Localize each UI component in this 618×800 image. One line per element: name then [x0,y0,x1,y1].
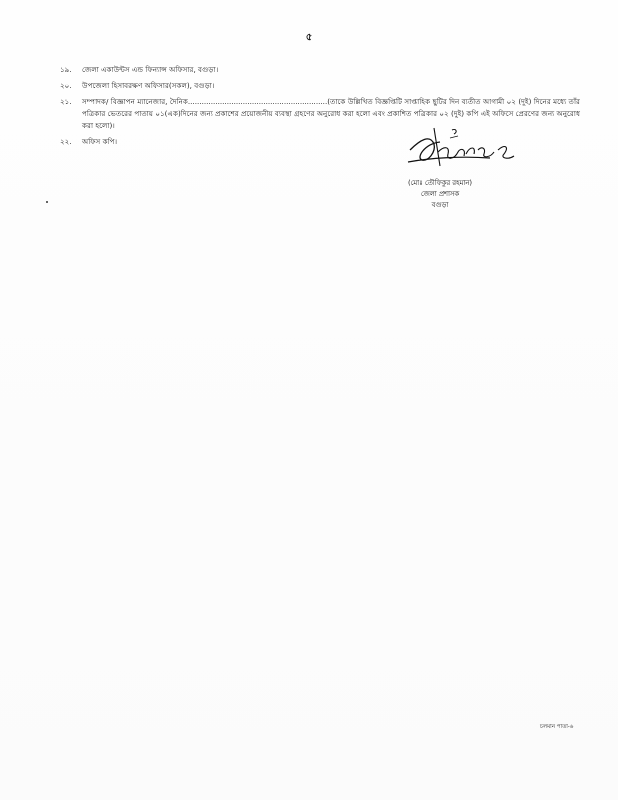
list-item [60,80,580,92]
signatory-name: (মোঃ তৌফিকুর রহমান) [407,179,473,187]
page-number: ৫ [305,32,313,43]
stray-mark [46,201,48,203]
item-text: উপজেলা হিসাবরক্ষণ অফিসার(সকল), বগুড়া। [82,81,215,90]
handwritten-signature [400,122,530,182]
signature-block [380,178,500,211]
item-number: ২০. [60,81,72,90]
item-number: ২২. [60,137,72,146]
signatory-location: বগুড়া [431,201,449,209]
continuation-note: চলমান পাতা-৬ [540,724,574,730]
item-number: ১৯. [60,65,72,74]
list-item [60,64,580,76]
item-text: অফিস কপি। [82,137,118,146]
signatory-designation: জেলা প্রশাসক [420,190,460,198]
item-text: সম্পাদক/ বিজ্ঞাপন ম্যানেজার, দৈনিক.............................................................(তাকে উল্লিখিত বিজ্ঞপ্তিটি সাপ্তাহিক ছুটির দিন ব্যতীত আগামী ০২ (দুই) দিনের মধ্যে তাঁর পত্রিকার ভেতরের পাতায় ০১(এক)দিনের জন্য প্রকাশের প্রয়োজনীয় ব্যবস্থা গ্রহণের অনুরোধ করা হলো এবং প্রকাশিত পত্রিকার ০২ (দুই) কপি এই অফিসে প্রেরণের জন্য অনুরোধ করা হলো)। [82,97,580,130]
item-number: ২১. [60,97,72,106]
item-text: জেলা একাউন্টস এন্ড ফিন্যান্স অফিসার, বগুড়া। [82,65,219,74]
